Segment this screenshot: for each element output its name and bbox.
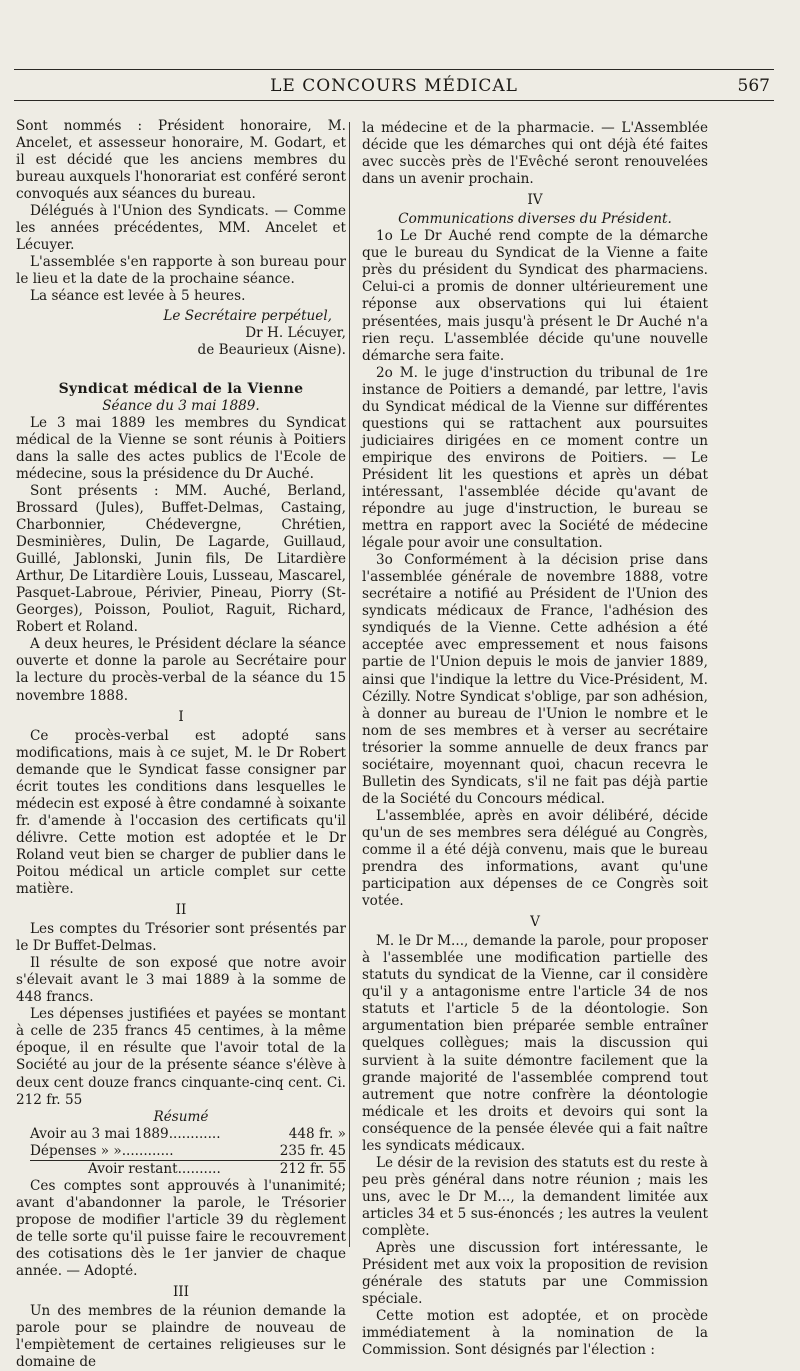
signature-name: Dr H. Lécuyer, [245,324,346,341]
paragraph: A deux heures, le Président déclare la séance ouverte et donne la parole au Secrétaire pour la lecture du procès-verbal de la séance du 15 novembre 1888. [16,636,346,704]
signature-title: Le Secrétaire perpétuel, [163,307,332,324]
section-title: Communications diverses du Président. [398,211,672,228]
paragraph: la médecine et de la pharmacie. — L'Assemblée décide que les démarches qui ont déjà été faites avec succès près de l'Evêché seront renouvelées dans un avenir prochain. [362,120,708,188]
paragraph: 2o M. le juge d'instruction du tribunal de 1re instance de Poitiers a demandé, par lettre, l'avis du Syndicat médical de la Vienne sur différentes questions qui se rattachent aux poursuites judiciaires dirigées en ce moment contre un empirique des environs de Poitiers. — Le Président lit les questions et après un débat intéressant, l'assemblée décide qu'avant de répondre au juge d'instruction, le bureau se mettra en rapport avec la Société de médecine légale pour avoir une consultation. [362,364,708,552]
paragraph: Le 3 mai 1889 les membres du Syndicat médical de la Vienne se sont réunis à Poitiers dans la salle des actes publics de l'Ecole de médecine, sous la présidence du Dr Auché. [16,414,346,482]
page-number: 567 [737,76,770,96]
paragraph: Un des membres de la réunion demande la parole pour se plaindre de nouveau de l'empiètement de certaines religieuses sur le domaine de [16,1303,346,1371]
paragraph: Les dépenses justifiées et payées se montant à celle de 235 francs 45 centimes, à la même époque, il en résulte que l'avoir total de la Société au jour de la présente séance s'élève à deux cent douze francs cinquante-cinq cent. Ci. 212 fr. 55 [16,1006,346,1108]
paragraph: Après une discussion fort intéressante, le Président met aux voix la proposition de revision générale des statuts par une Commission spéciale. [362,1240,708,1308]
column-divider [349,122,350,1247]
page-header [14,76,774,100]
paragraph: 1o Le Dr Auché rend compte de la démarche que le bureau du Syndicat de la Vienne a faite près du président du Syndicat des pharmaciens. Celui-ci a promis de donner ultérieurement une réponse aux observations qui lui étaient présentées, mais jusqu'à présent le Dr Auché n'a rien reçu. L'assemblée décide qu'une nouvelle démarche sera faite. [362,228,708,364]
resume-label: Dépenses » »............ [30,1142,174,1159]
section-number: I [178,708,184,725]
paragraph: 3o Conformément à la décision prise dans l'assemblée générale de novembre 1888, votre secrétaire a notifié au Président de l'Union des syndicats médicaux de France, l'adhésion des syndiqués de la Vienne. Cette adhésion a été acceptée avec empressement et nous faisons partie de l'Union depuis le mois de janvier 1889, ainsi que l'indique la lettre du Vice-Président, M. Cézilly. Notre Syndicat s'oblige, par son adhésion, à donner au bureau de l'Union le nombre et le nom de ses membres et à verser au secrétaire trésorier la somme annuelle de deux francs par sociétaire, moyennant quoi, chacun recevra le Bulletin des Syndicats, s'il ne fait pas déjà partie de la Société du Concours médical. [362,552,708,807]
header-top-rule [14,69,774,70]
paragraph: Le désir de la revision des statuts est du reste à peu près général dans notre réunion ; mais les uns, avec le Dr M..., la demandent limitée aux articles 34 et 5 sus-énoncés ; les autres la veulent complète. [362,1154,708,1239]
section-number: III [172,1284,190,1301]
left-column [16,118,346,1371]
paragraph: Ces comptes sont approuvés à l'unanimité; avant d'abandonner la parole, le Trésorier propose de modifier l'article 39 du règlement de telle sorte qu'il puisse faire le recouvrement des cotisations dès le 1er janvier de chaque année. — Adopté. [16,1177,346,1280]
section-number: IV [527,192,543,209]
header-bottom-rule [14,100,774,101]
running-title: LE CONCOURS MÉDICAL [270,76,518,96]
resume-row [16,1161,346,1178]
resume-value: 448 fr. » [288,1125,346,1142]
paragraph: Sont nommés : Président honoraire, M. Ancelet, et assesseur honoraire, M. Godart, et il est décidé que les anciens membres du bureau auxquels l'honorariat est conféré seront convoqués aux séances du bureau. [16,118,346,203]
resume-label: Avoir au 3 mai 1889............ [30,1125,221,1142]
section-number: V [530,914,540,931]
resume-title: Résumé [153,1108,209,1125]
paragraph: Délégués à l'Union des Syndicats. — Comme les années précédentes, MM. Ancelet et Lécuyer. [16,203,346,254]
paragraph: L'assemblée s'en rapporte à son bureau pour le lieu et la date de la prochaine séance. [16,254,346,288]
resume-value: 212 fr. 55 [279,1160,346,1177]
paragraph: Les comptes du Trésorier sont présentés par le Dr Buffet-Delmas. [16,921,346,955]
resume-row [30,1143,346,1161]
signature-place: de Beaurieux (Aisne). [197,341,346,358]
resume-value: 235 fr. 45 [279,1142,346,1159]
right-column [362,120,708,1359]
paragraph: Cette motion est adoptée, et on procède immédiatement à la nomination de la Commission. Sont désignés par l'élection : [362,1308,708,1359]
paragraph: M. le Dr M..., demande la parole, pour proposer à l'assemblée une modification partielle des statuts du syndicat de la Vienne, car il considère qu'il y a antagonisme entre l'article 34 de nos statuts et l'article 5 de la déontologie. Son argumentation bien préparée semble entraîner quelques collègues; mais la discussion qui survient à la suite démontre facilement que la grande majorité de l'assemblée comprend tout autrement que notre confrère la déontologie médicale et les droits et devoirs qui sont la conséquence de la pensée élevée qui a fait naître les syndicats médicaux. [362,933,708,1154]
resume-label: Avoir restant.......... [88,1160,221,1177]
resume-row [16,1126,346,1143]
paragraph: L'assemblée, après en avoir délibéré, décide qu'un de ses membres sera délégué au Congrès, comme il a été déjà convenu, mais que le bureau prendra des informations, avant qu'une participation aux dépenses de ce Congrès soit votée. [362,807,708,910]
paragraph: Ce procès-verbal est adopté sans modifications, mais à ce sujet, M. le Dr Robert demande que le Syndicat fasse consigner par écrit toutes les conditions dans lesquelles le médecin est exposé à être condamné à soixante fr. d'amende à l'occasion des certificats qu'il délivre. Cette motion est adoptée et le Dr Roland veut bien se charger de publier dans le Poitou médical un article complet sur cette matière. [16,727,346,898]
section-subheading: Séance du 3 mai 1889. [102,397,260,414]
section-number: II [175,902,187,919]
section-heading: Syndicat médical de la Vienne [58,380,304,397]
paragraph: Sont présents : MM. Auché, Berland, Brossard (Jules), Buffet-Delmas, Castaing, Charbonnier, Chédevergne, Chrétien, Desminières, Dulin, De Lagarde, Guillaud, Guillé, Jablonski, Junin fils, De Litardière Arthur, De Litardière Louis, Lusseau, Mascarel, Pasquet-Labroue, Périvier, Pineau, Piorry (St-Georges), Poisson, Pouliot, Raguit, Richard, Robert et Roland. [16,482,346,636]
paragraph: Il résulte de son exposé que notre avoir s'élevait avant le 3 mai 1889 à la somme de 448 francs. [16,955,346,1006]
paragraph: La séance est levée à 5 heures. [30,288,246,305]
